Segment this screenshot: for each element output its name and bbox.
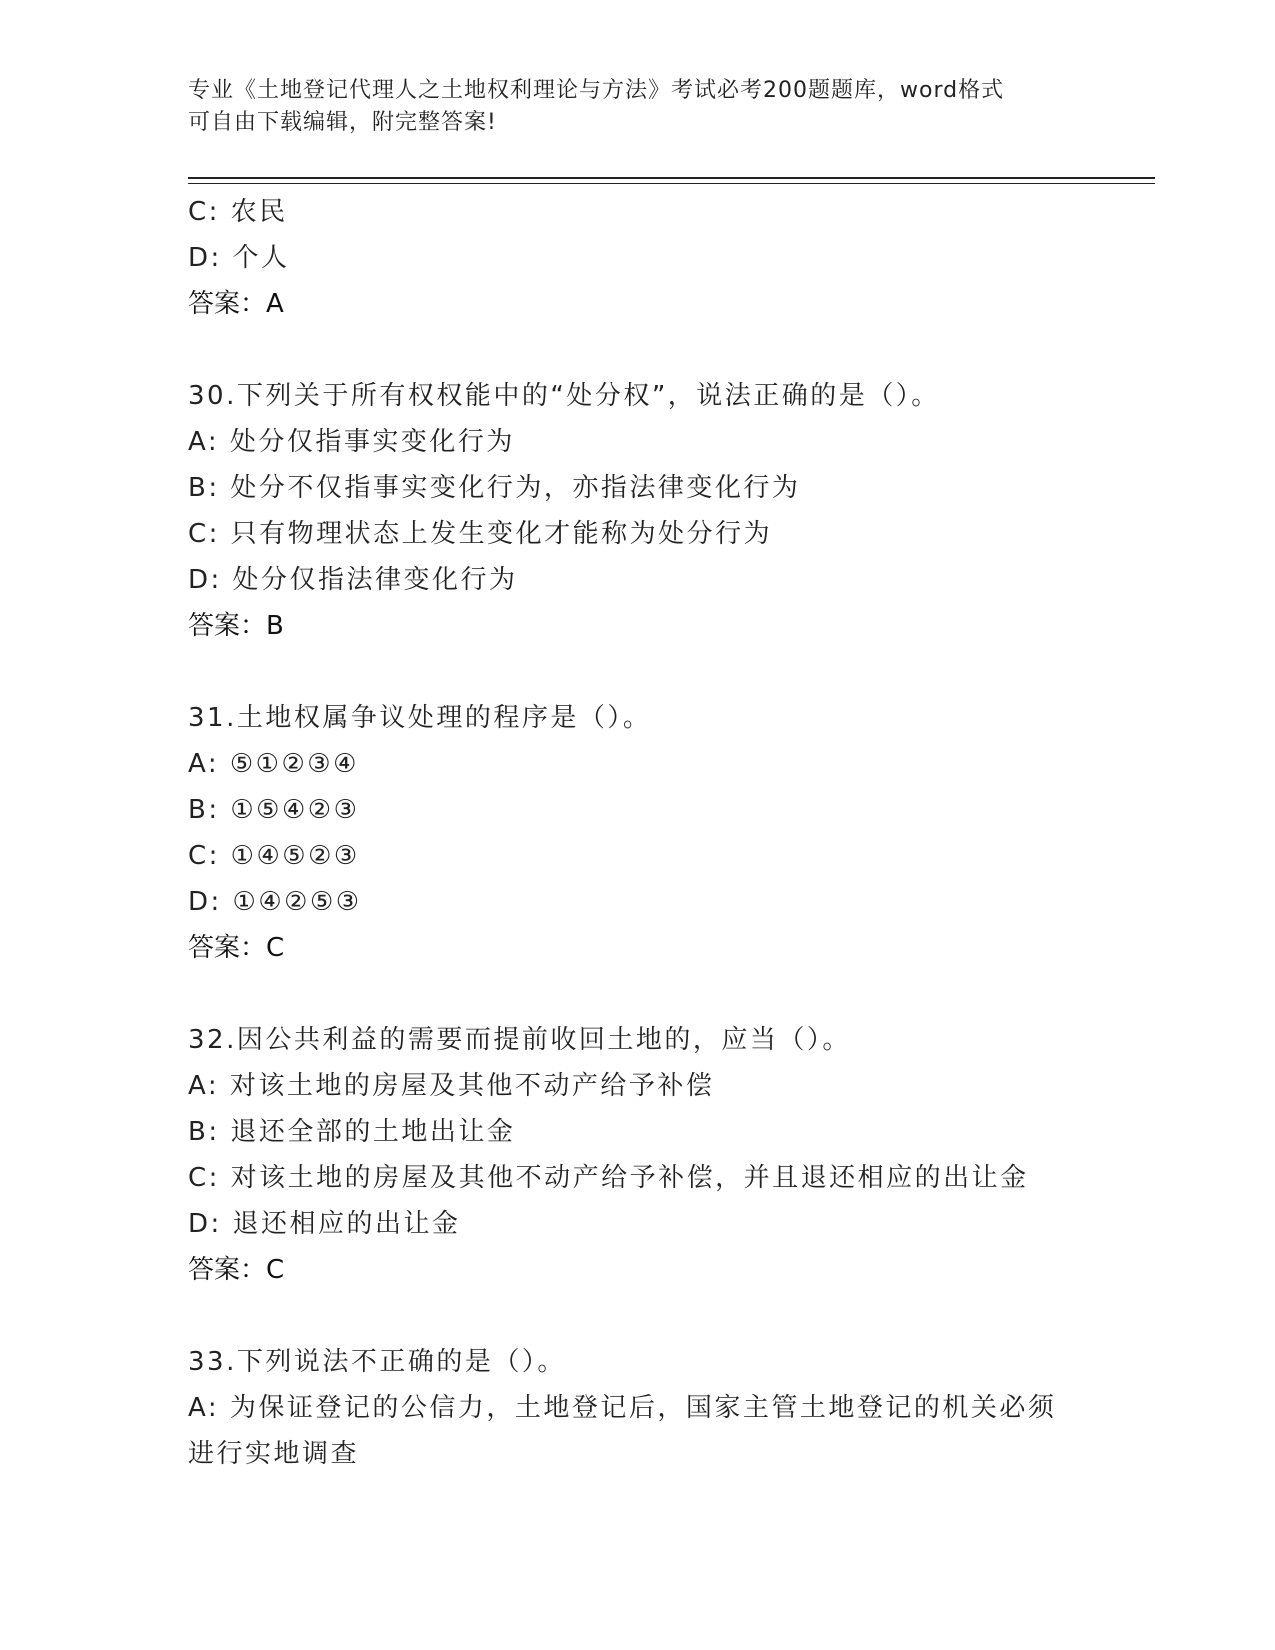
option-d: D: 退还相应的出让金	[188, 1209, 461, 1239]
document-body	[188, 189, 1088, 1477]
option-c: C: ①④⑤②③	[188, 841, 360, 871]
header-rule-thick	[188, 177, 1155, 179]
option-b: B: ①⑤④②③	[188, 795, 360, 825]
option-a: A: ⑤①②③④	[188, 749, 359, 779]
option-d: D: 处分仅指法律变化行为	[188, 565, 518, 595]
option-c: C: 农民	[188, 197, 288, 227]
header-line-2: 可自由下载编辑，附完整答案!	[188, 110, 497, 135]
question-stem: 33.下列说法不正确的是（）。	[188, 1347, 566, 1377]
option-c: C: 对该土地的房屋及其他不动产给予补偿，并且退还相应的出让金	[188, 1163, 1029, 1193]
answer-line: 答案：C	[188, 933, 285, 963]
question-stem: 31.土地权属争议处理的程序是（）。	[188, 703, 652, 733]
answer-line: 答案：A	[188, 289, 284, 319]
option-b: B: 退还全部的土地出让金	[188, 1117, 516, 1147]
document-header	[188, 75, 1088, 139]
answer-line: 答案：C	[188, 1255, 285, 1285]
spacer	[188, 971, 1088, 1017]
spacer	[188, 1293, 1088, 1339]
option-a: A: 对该土地的房屋及其他不动产给予补偿	[188, 1071, 715, 1101]
spacer	[188, 327, 1088, 373]
option-d: D: ①④②⑤③	[188, 887, 362, 917]
question-block-31	[188, 695, 1088, 971]
question-block-32	[188, 1017, 1088, 1293]
option-b: B: 处分不仅指事实变化行为，亦指法律变化行为	[188, 473, 801, 503]
answer-line: 答案：B	[188, 611, 284, 641]
header-line-1: 专业《土地登记代理人之土地权利理论与方法》考试必考200题题库，word格式	[188, 78, 1005, 103]
option-d: D: 个人	[188, 243, 290, 273]
question-stem: 32.因公共利益的需要而提前收回土地的，应当（）。	[188, 1025, 851, 1055]
option-c: C: 只有物理状态上发生变化才能称为处分行为	[188, 519, 773, 549]
option-a: A: 处分仅指事实变化行为	[188, 427, 515, 457]
option-a: A: 为保证登记的公信力，土地登记后，国家主管土地登记的机关必须进行实地调查	[188, 1393, 1057, 1469]
question-block-30	[188, 373, 1088, 649]
spacer	[188, 649, 1088, 695]
question-block-33	[188, 1339, 1088, 1477]
question-stem: 30.下列关于所有权权能中的“处分权”，说法正确的是（）。	[188, 381, 940, 411]
header-rule-thin	[188, 183, 1155, 184]
